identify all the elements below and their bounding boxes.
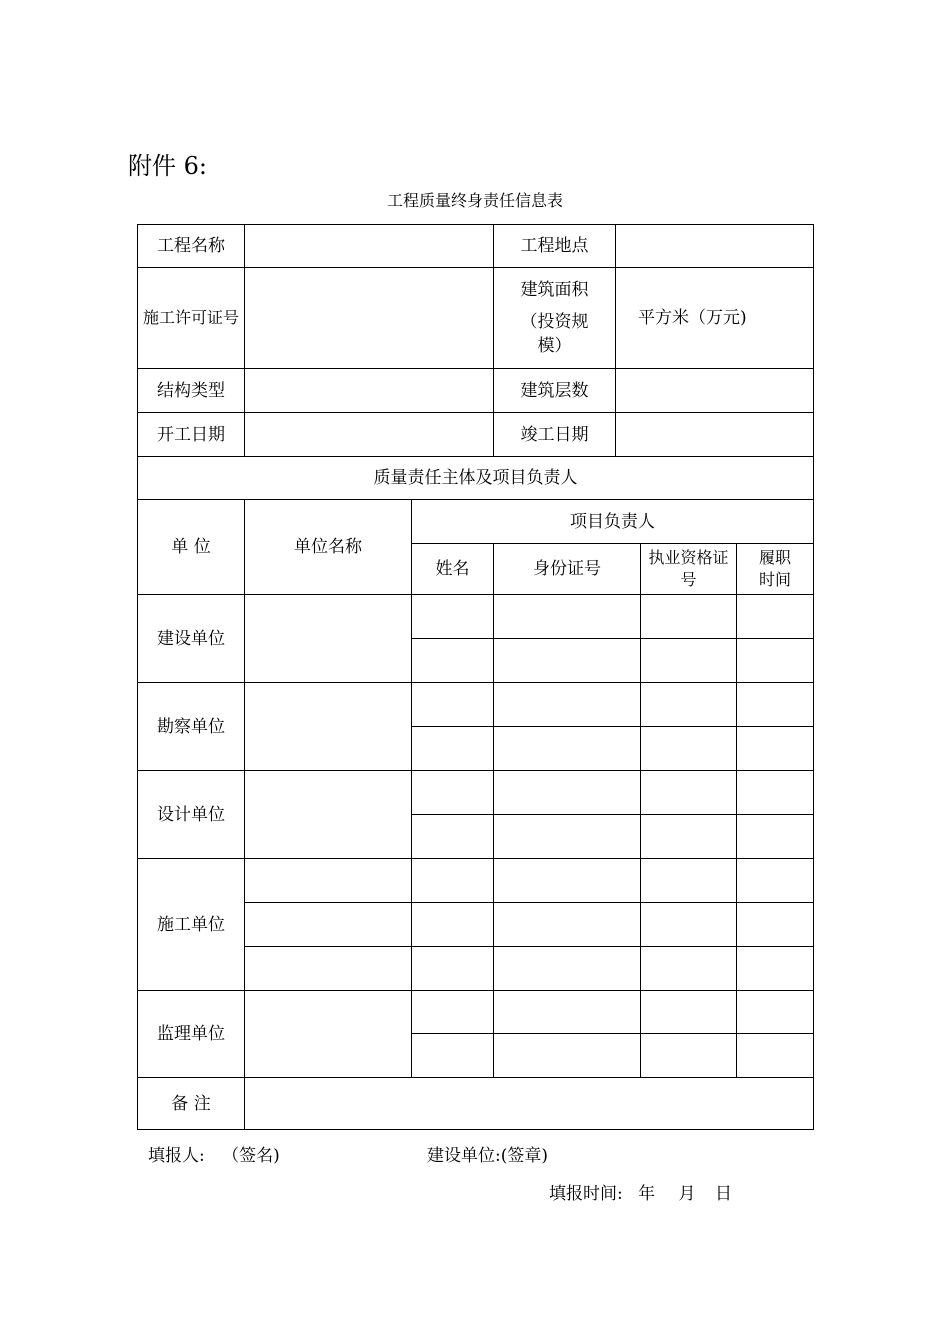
leader-qualification-field[interactable] <box>641 815 737 859</box>
floors-label: 建筑层数 <box>494 369 616 413</box>
leader-id-field[interactable] <box>494 947 641 991</box>
leader-tenure-field[interactable] <box>737 639 814 683</box>
structure-type-label: 结构类型 <box>138 369 245 413</box>
filler-signature <box>148 1141 280 1166</box>
leader-id-field[interactable] <box>494 1034 641 1078</box>
leader-tenure-field[interactable] <box>737 1034 814 1078</box>
builder-unit-label: 施工单位 <box>138 859 245 991</box>
leader-id-field[interactable] <box>494 991 641 1034</box>
leader-name-field[interactable] <box>412 1034 494 1078</box>
fill-date <box>549 1179 732 1204</box>
leader-qualification-field[interactable] <box>641 595 737 639</box>
attachment-label: 附件 6: <box>128 152 207 180</box>
leader-id-field[interactable] <box>494 727 641 771</box>
leader-id-field[interactable] <box>494 683 641 727</box>
leader-tenure-field[interactable] <box>737 771 814 815</box>
fill-date-label: 填报时间: <box>549 1184 623 1204</box>
project-location-field[interactable] <box>616 225 814 268</box>
leader-id-field[interactable] <box>494 771 641 815</box>
builder-unit-name-field[interactable] <box>245 903 412 947</box>
leader-name-field[interactable] <box>412 683 494 727</box>
leader-qualification-field[interactable] <box>641 947 737 991</box>
leader-tenure-field[interactable] <box>737 595 814 639</box>
leader-qualification-field[interactable] <box>641 903 737 947</box>
project-name-row <box>138 225 814 268</box>
dates-row <box>138 413 814 457</box>
project-leader-column-header: 项目负责人 <box>412 500 814 544</box>
design-unit-label: 设计单位 <box>138 771 245 859</box>
leader-name-field[interactable] <box>412 947 494 991</box>
table-row <box>138 859 814 903</box>
leader-id-field[interactable] <box>494 639 641 683</box>
remarks-label: 备 注 <box>138 1078 245 1130</box>
start-date-field[interactable] <box>245 413 494 457</box>
leader-qualification-field[interactable] <box>641 771 737 815</box>
leader-name-field[interactable] <box>412 727 494 771</box>
qualification-header-text: 执业资格证号 <box>648 548 729 589</box>
project-name-field[interactable] <box>245 225 494 268</box>
leader-qualification-field[interactable] <box>641 1034 737 1078</box>
responsibility-info-table <box>137 224 814 1130</box>
leader-name-field[interactable] <box>412 771 494 815</box>
design-unit-name-field[interactable] <box>245 771 412 859</box>
table-row <box>138 595 814 639</box>
builder-unit-name-field[interactable] <box>245 947 412 991</box>
permit-label <box>138 268 245 369</box>
permit-field[interactable] <box>245 268 494 369</box>
supervision-unit-name-field[interactable] <box>245 991 412 1078</box>
leader-tenure-field[interactable] <box>737 683 814 727</box>
tenure-header-text: 履职时间 <box>758 548 791 589</box>
structure-row <box>138 369 814 413</box>
area-sub-label: （投资规模） <box>520 312 589 356</box>
table-row <box>138 771 814 815</box>
area-label-text: 建筑面积 <box>520 280 589 300</box>
document-title: 工程质量终身责任信息表 <box>386 191 563 210</box>
survey-unit-name-field[interactable] <box>245 683 412 771</box>
unit-column-header: 单 位 <box>138 500 245 595</box>
leader-name-field[interactable] <box>412 991 494 1034</box>
builder-unit-name-field[interactable] <box>245 859 412 903</box>
project-name-label: 工程名称 <box>138 225 245 268</box>
area-field[interactable]: 平方米（万元) <box>616 268 814 369</box>
filler-sign-note: （签名) <box>222 1146 280 1166</box>
start-date-label: 开工日期 <box>138 413 245 457</box>
year-label: 年 <box>638 1184 656 1204</box>
column-header-row <box>138 500 814 544</box>
structure-type-field[interactable] <box>245 369 494 413</box>
section-title: 质量责任主体及项目负责人 <box>138 457 814 500</box>
leader-qualification-field[interactable] <box>641 683 737 727</box>
leader-qualification-field[interactable] <box>641 859 737 903</box>
leader-name-field[interactable] <box>412 903 494 947</box>
leader-name-field[interactable] <box>412 595 494 639</box>
month-label: 月 <box>678 1184 696 1204</box>
name-column-header: 姓名 <box>412 544 494 595</box>
leader-id-field[interactable] <box>494 595 641 639</box>
remarks-field[interactable] <box>245 1078 814 1130</box>
id-number-column-header: 身份证号 <box>494 544 641 595</box>
area-label <box>494 268 616 369</box>
tenure-column-header <box>737 544 814 595</box>
leader-tenure-field[interactable] <box>737 727 814 771</box>
leader-id-field[interactable] <box>494 815 641 859</box>
leader-tenure-field[interactable] <box>737 947 814 991</box>
leader-name-field[interactable] <box>412 639 494 683</box>
day-label: 日 <box>714 1184 732 1204</box>
filler-label: 填报人: <box>148 1146 205 1166</box>
permit-label-text: 施工许可证号 <box>143 308 240 327</box>
leader-tenure-field[interactable] <box>737 859 814 903</box>
project-location-label: 工程地点 <box>494 225 616 268</box>
completion-date-label: 竣工日期 <box>494 413 616 457</box>
unit-name-column-header: 单位名称 <box>245 500 412 595</box>
leader-tenure-field[interactable] <box>737 991 814 1034</box>
leader-name-field[interactable] <box>412 859 494 903</box>
qualification-column-header <box>641 544 737 595</box>
leader-qualification-field[interactable] <box>641 639 737 683</box>
owner-seal-label: 建设单位:(签章) <box>427 1146 548 1166</box>
leader-id-field[interactable] <box>494 903 641 947</box>
permit-row <box>138 268 814 369</box>
construction-owner-name-field[interactable] <box>245 595 412 683</box>
leader-id-field[interactable] <box>494 859 641 903</box>
leader-name-field[interactable] <box>412 815 494 859</box>
supervision-unit-label: 监理单位 <box>138 991 245 1078</box>
table-row <box>138 991 814 1034</box>
survey-unit-label: 勘察单位 <box>138 683 245 771</box>
leader-qualification-field[interactable] <box>641 991 737 1034</box>
leader-qualification-field[interactable] <box>641 727 737 771</box>
completion-date-field[interactable] <box>616 413 814 457</box>
table-row <box>138 683 814 727</box>
leader-tenure-field[interactable] <box>737 815 814 859</box>
section-title-row <box>138 457 814 500</box>
construction-owner-label: 建设单位 <box>138 595 245 683</box>
remarks-row <box>138 1078 814 1130</box>
floors-field[interactable] <box>616 369 814 413</box>
leader-tenure-field[interactable] <box>737 903 814 947</box>
